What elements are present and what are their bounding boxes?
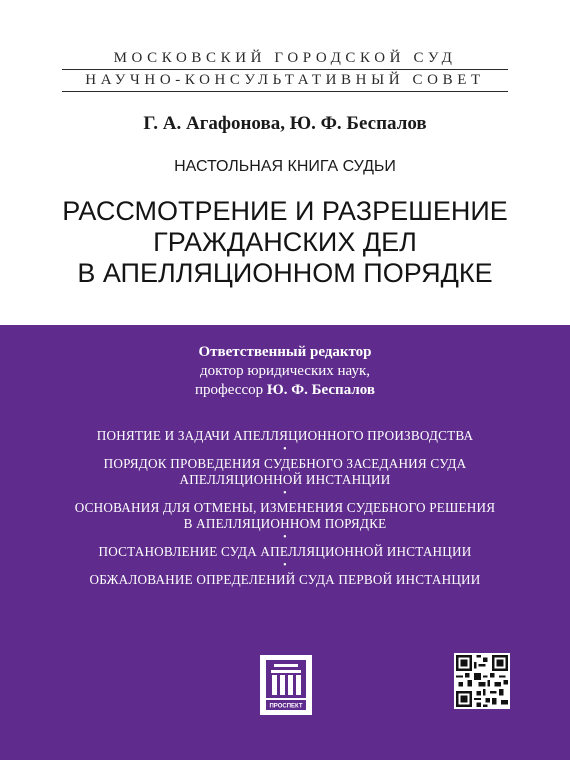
book-title-line: РАССМОТРЕНИЕ И РАЗРЕШЕНИЕ bbox=[62, 196, 508, 226]
editor-name: Ю. Ф. Беспалов bbox=[266, 382, 375, 398]
book-authors: Г. А. Агафонова, Ю. Ф. Беспалов bbox=[143, 113, 427, 134]
bullet-separator: • bbox=[283, 532, 287, 543]
editor-degree: доктор юридических наук, bbox=[200, 363, 370, 379]
topic-item: ПОРЯДОК ПРОВЕДЕНИЯ СУДЕБНОГО ЗАСЕДАНИЯ СУДА bbox=[103, 456, 467, 471]
qr-code bbox=[454, 653, 510, 709]
cover-top-section bbox=[0, 0, 570, 325]
bullet-separator: • bbox=[283, 560, 287, 571]
bullet-separator: • bbox=[283, 444, 287, 455]
cover-purple-section bbox=[0, 325, 570, 760]
topic-item: ПОНЯТИЕ И ЗАДАЧИ АПЕЛЛЯЦИОННОГО ПРОИЗВОДСТВА bbox=[96, 428, 474, 443]
publisher-logo-text: ПРОСПЕКТ bbox=[269, 703, 303, 710]
topic-item: ОБЖАЛОВАНИЕ ОПРЕДЕЛЕНИЙ СУДА ПЕРВОЙ ИНСТАНЦИИ bbox=[89, 572, 481, 587]
book-title-line: В АПЕЛЛЯЦИОННОМ ПОРЯДКЕ bbox=[77, 258, 493, 288]
court-rule-top bbox=[62, 69, 508, 70]
topic-item: АПЕЛЛЯЦИОННОЙ ИНСТАНЦИИ bbox=[179, 472, 391, 487]
topic-item: ОСНОВАНИЯ ДЛЯ ОТМЕНЫ, ИЗМЕНЕНИЯ СУДЕБНОГО РЕШЕНИЯ bbox=[74, 500, 496, 515]
book-title-line: ГРАЖДАНСКИХ ДЕЛ bbox=[153, 227, 417, 257]
bullet-separator: • bbox=[283, 488, 287, 499]
editor-rank: профессор bbox=[195, 382, 264, 398]
topics-list bbox=[0, 428, 570, 588]
editor-rank-line bbox=[0, 381, 570, 400]
topic-item: ПОСТАНОВЛЕНИЕ СУДА АПЕЛЛЯЦИОННОЙ ИНСТАНЦИИ bbox=[98, 544, 472, 559]
council-name: НАУЧНО-КОНСУЛЬТАТИВНЫЙ СОВЕТ bbox=[85, 72, 485, 88]
court-rule-bottom bbox=[62, 91, 508, 92]
book-title bbox=[0, 196, 570, 289]
topic-item: В АПЕЛЛЯЦИОННОМ ПОРЯДКЕ bbox=[183, 516, 387, 531]
editor-heading: Ответственный редактор bbox=[198, 344, 372, 360]
publisher-logo bbox=[260, 655, 312, 715]
book-series: НАСТОЛЬНАЯ КНИГА СУДЬИ bbox=[174, 158, 396, 175]
editor-block bbox=[0, 343, 570, 400]
court-name: МОСКОВСКИЙ ГОРОДСКОЙ СУД bbox=[113, 50, 457, 66]
